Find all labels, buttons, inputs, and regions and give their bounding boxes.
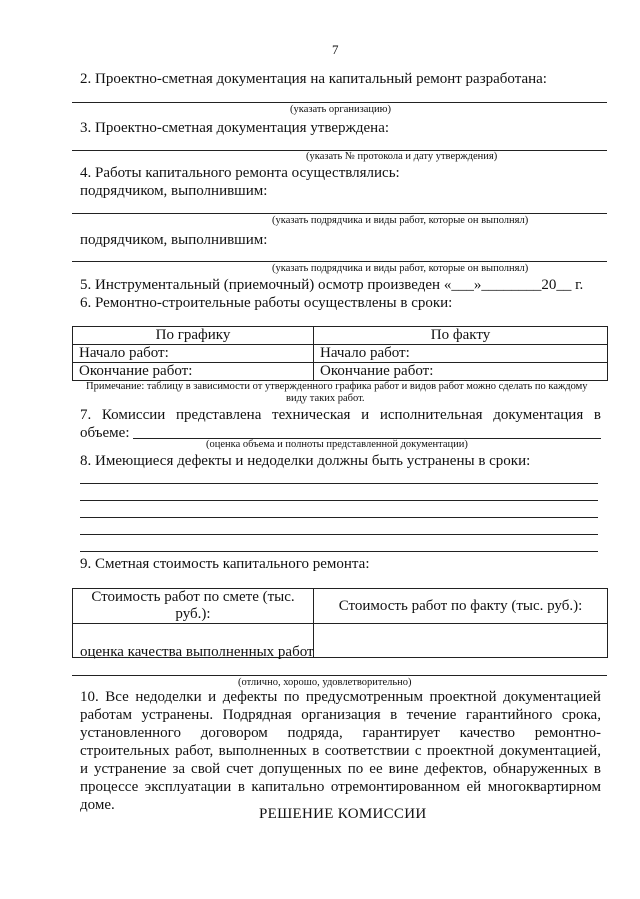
item-10-word: многоквартирном [487, 779, 601, 795]
item-10-word: устранение [94, 761, 167, 777]
item-10-word: допущенных [259, 761, 342, 777]
fact-column-header: По факту [314, 327, 608, 345]
item-10-word: дефектов, [424, 761, 488, 777]
item-7-word: исполнительная [379, 407, 483, 423]
item-10-word: ремонтно- [534, 725, 601, 741]
item-10-word: Подрядная [222, 707, 292, 723]
item-10-line [80, 724, 601, 742]
item-10-word: в [237, 779, 245, 795]
item-8-fill-line[interactable] [80, 534, 598, 535]
item-10-word: ее [369, 761, 383, 777]
item-10-word: срока, [561, 707, 601, 723]
page-number: 7 [332, 42, 339, 57]
item-8-fill-line[interactable] [80, 483, 598, 484]
item-10-word: 10. [80, 689, 99, 705]
item-4-fill-line-2[interactable] [72, 261, 607, 262]
item-10-word: качество [459, 725, 515, 741]
item-8-fill-line[interactable] [80, 517, 598, 518]
item-10-word: недоделки [135, 689, 202, 705]
estimate-cost-header: Стоимость работ по смете (тыс. руб.): [73, 589, 314, 624]
item-2-hint: (указать организацию) [290, 104, 391, 115]
fact-cost-header: Стоимость работ по факту (тыс. руб.): [314, 589, 608, 624]
item-4-text: 4. Работы капитального ремонта осуществлялись: [80, 165, 400, 181]
item-10-word: капитально [251, 779, 325, 795]
item-10-word: в [390, 707, 398, 723]
item-4-fill-line-1[interactable] [72, 213, 607, 214]
item-2-text: 2. Проектно-сметная документация на капитальный ремонт разработана: [80, 71, 547, 87]
item-5-text: 5. Инструментальный (приемочный) осмотр произведен «___»________20__ г. [80, 277, 584, 293]
item-3-text: 3. Проектно-сметная документация утверждена: [80, 120, 390, 136]
item-10-word: гарантийного [465, 707, 553, 723]
schedule-start-cell[interactable]: Начало работ: [73, 345, 314, 363]
item-7-line-2: объеме: [80, 425, 130, 441]
item-10-word: дефекты [222, 689, 278, 705]
item-10-word: организация [301, 707, 381, 723]
item-10-word: по [283, 689, 300, 705]
item-4-hint-2: (указать подрядчика и виды работ, которые он выполнял) [272, 263, 529, 274]
item-10-word: документацией [503, 689, 601, 705]
quality-fill-line[interactable] [72, 675, 607, 676]
item-4-hint-1: (указать подрядчика и виды работ, которые он выполнял) [272, 215, 529, 226]
item-10-word: свой [191, 761, 221, 777]
item-3-hint: (указать № протокола и дату утверждения) [306, 151, 498, 162]
item-10-word: ей [466, 779, 482, 795]
item-10-word: с [414, 743, 422, 759]
item-10-word: процессе [80, 779, 139, 795]
fact-cost-cell[interactable] [314, 624, 608, 658]
item-7-word: и [361, 407, 370, 423]
item-10-word: работ, [174, 743, 214, 759]
item-10-line [80, 688, 601, 706]
fact-start-cell[interactable]: Начало работ: [314, 345, 608, 363]
item-10-word: обнаруженных [493, 761, 588, 777]
item-10-word: документацией, [499, 743, 601, 759]
item-8-text: 8. Имеющиеся дефекты и недоделки должны быть устранены в сроки: [80, 453, 531, 469]
item-10-word: подряда, [287, 725, 343, 741]
item-10-last-line: доме. [80, 797, 115, 813]
item-10-word: гарантирует [362, 725, 440, 741]
item-4-contractor-label-1: подрядчиком, выполнившим: [80, 183, 268, 199]
item-10-line [80, 742, 601, 760]
item-10-word: установленного [80, 725, 181, 741]
item-4-contractor-label-2: подрядчиком, выполнившим: [80, 232, 268, 248]
item-10-word: проектной [426, 743, 495, 759]
item-10-word: выполненных [218, 743, 307, 759]
item-10-word: и [208, 689, 217, 705]
item-10-paragraph [80, 688, 601, 814]
item-2-fill-line[interactable] [72, 102, 607, 103]
item-10-word: устранены. [141, 707, 214, 723]
item-10-line [80, 778, 601, 796]
item-10-word: работам [80, 707, 132, 723]
item-7-word: представлена [175, 407, 262, 423]
item-10-word: договором [200, 725, 268, 741]
table-note-line-1: Примечание: таблицу в зависимости от утвержденного графика работ и видов работ можно сделать по каждому [86, 381, 588, 392]
item-10-word: в [312, 743, 320, 759]
item-8-fill-line[interactable] [80, 500, 598, 501]
item-7-word: документация [493, 407, 584, 423]
item-10-word: предусмотренным [305, 689, 423, 705]
item-10-word: течение [406, 707, 457, 723]
quality-label: оценка качества выполненных работ [80, 644, 314, 660]
item-10-word: за [172, 761, 186, 777]
item-7-word: 7. [80, 407, 92, 423]
item-10-word: по [347, 761, 364, 777]
item-7-line-1 [80, 406, 601, 424]
item-10-line [80, 706, 601, 724]
item-10-word: отремонтированном [330, 779, 460, 795]
item-10-word: вине [388, 761, 419, 777]
item-10-word: счет [226, 761, 254, 777]
item-10-word: эксплуатации [144, 779, 232, 795]
fact-end-cell[interactable]: Окончание работ: [314, 363, 608, 381]
item-7-word: Комиссии [101, 407, 166, 423]
item-6-text: 6. Ремонтно-строительные работы осуществлены в сроки: [80, 295, 453, 311]
item-7-hint: (оценка объема и полноты представленной документации) [206, 439, 468, 450]
item-10-word: и [80, 761, 89, 777]
item-8-fill-line[interactable] [80, 551, 598, 552]
table-note-line-2: виду таких работ. [286, 393, 365, 404]
item-10-word: Все [105, 689, 129, 705]
item-7-word: техническая [272, 407, 351, 423]
quality-hint: (отлично, хорошо, удовлетворительно) [238, 677, 412, 688]
decision-heading: РЕШЕНИЕ КОМИССИИ [259, 806, 427, 822]
item-10-word: соответствии [324, 743, 410, 759]
item-10-word: в [593, 761, 601, 777]
item-10-word: проектной [429, 689, 497, 705]
schedule-table [72, 326, 608, 381]
item-7-word: в [593, 407, 601, 423]
item-10-word: строительных [80, 743, 170, 759]
schedule-end-cell[interactable]: Окончание работ: [73, 363, 314, 381]
schedule-column-header: По графику [73, 327, 314, 345]
item-10-line [80, 760, 601, 778]
item-9-text: 9. Сметная стоимость капитального ремонта: [80, 556, 370, 572]
